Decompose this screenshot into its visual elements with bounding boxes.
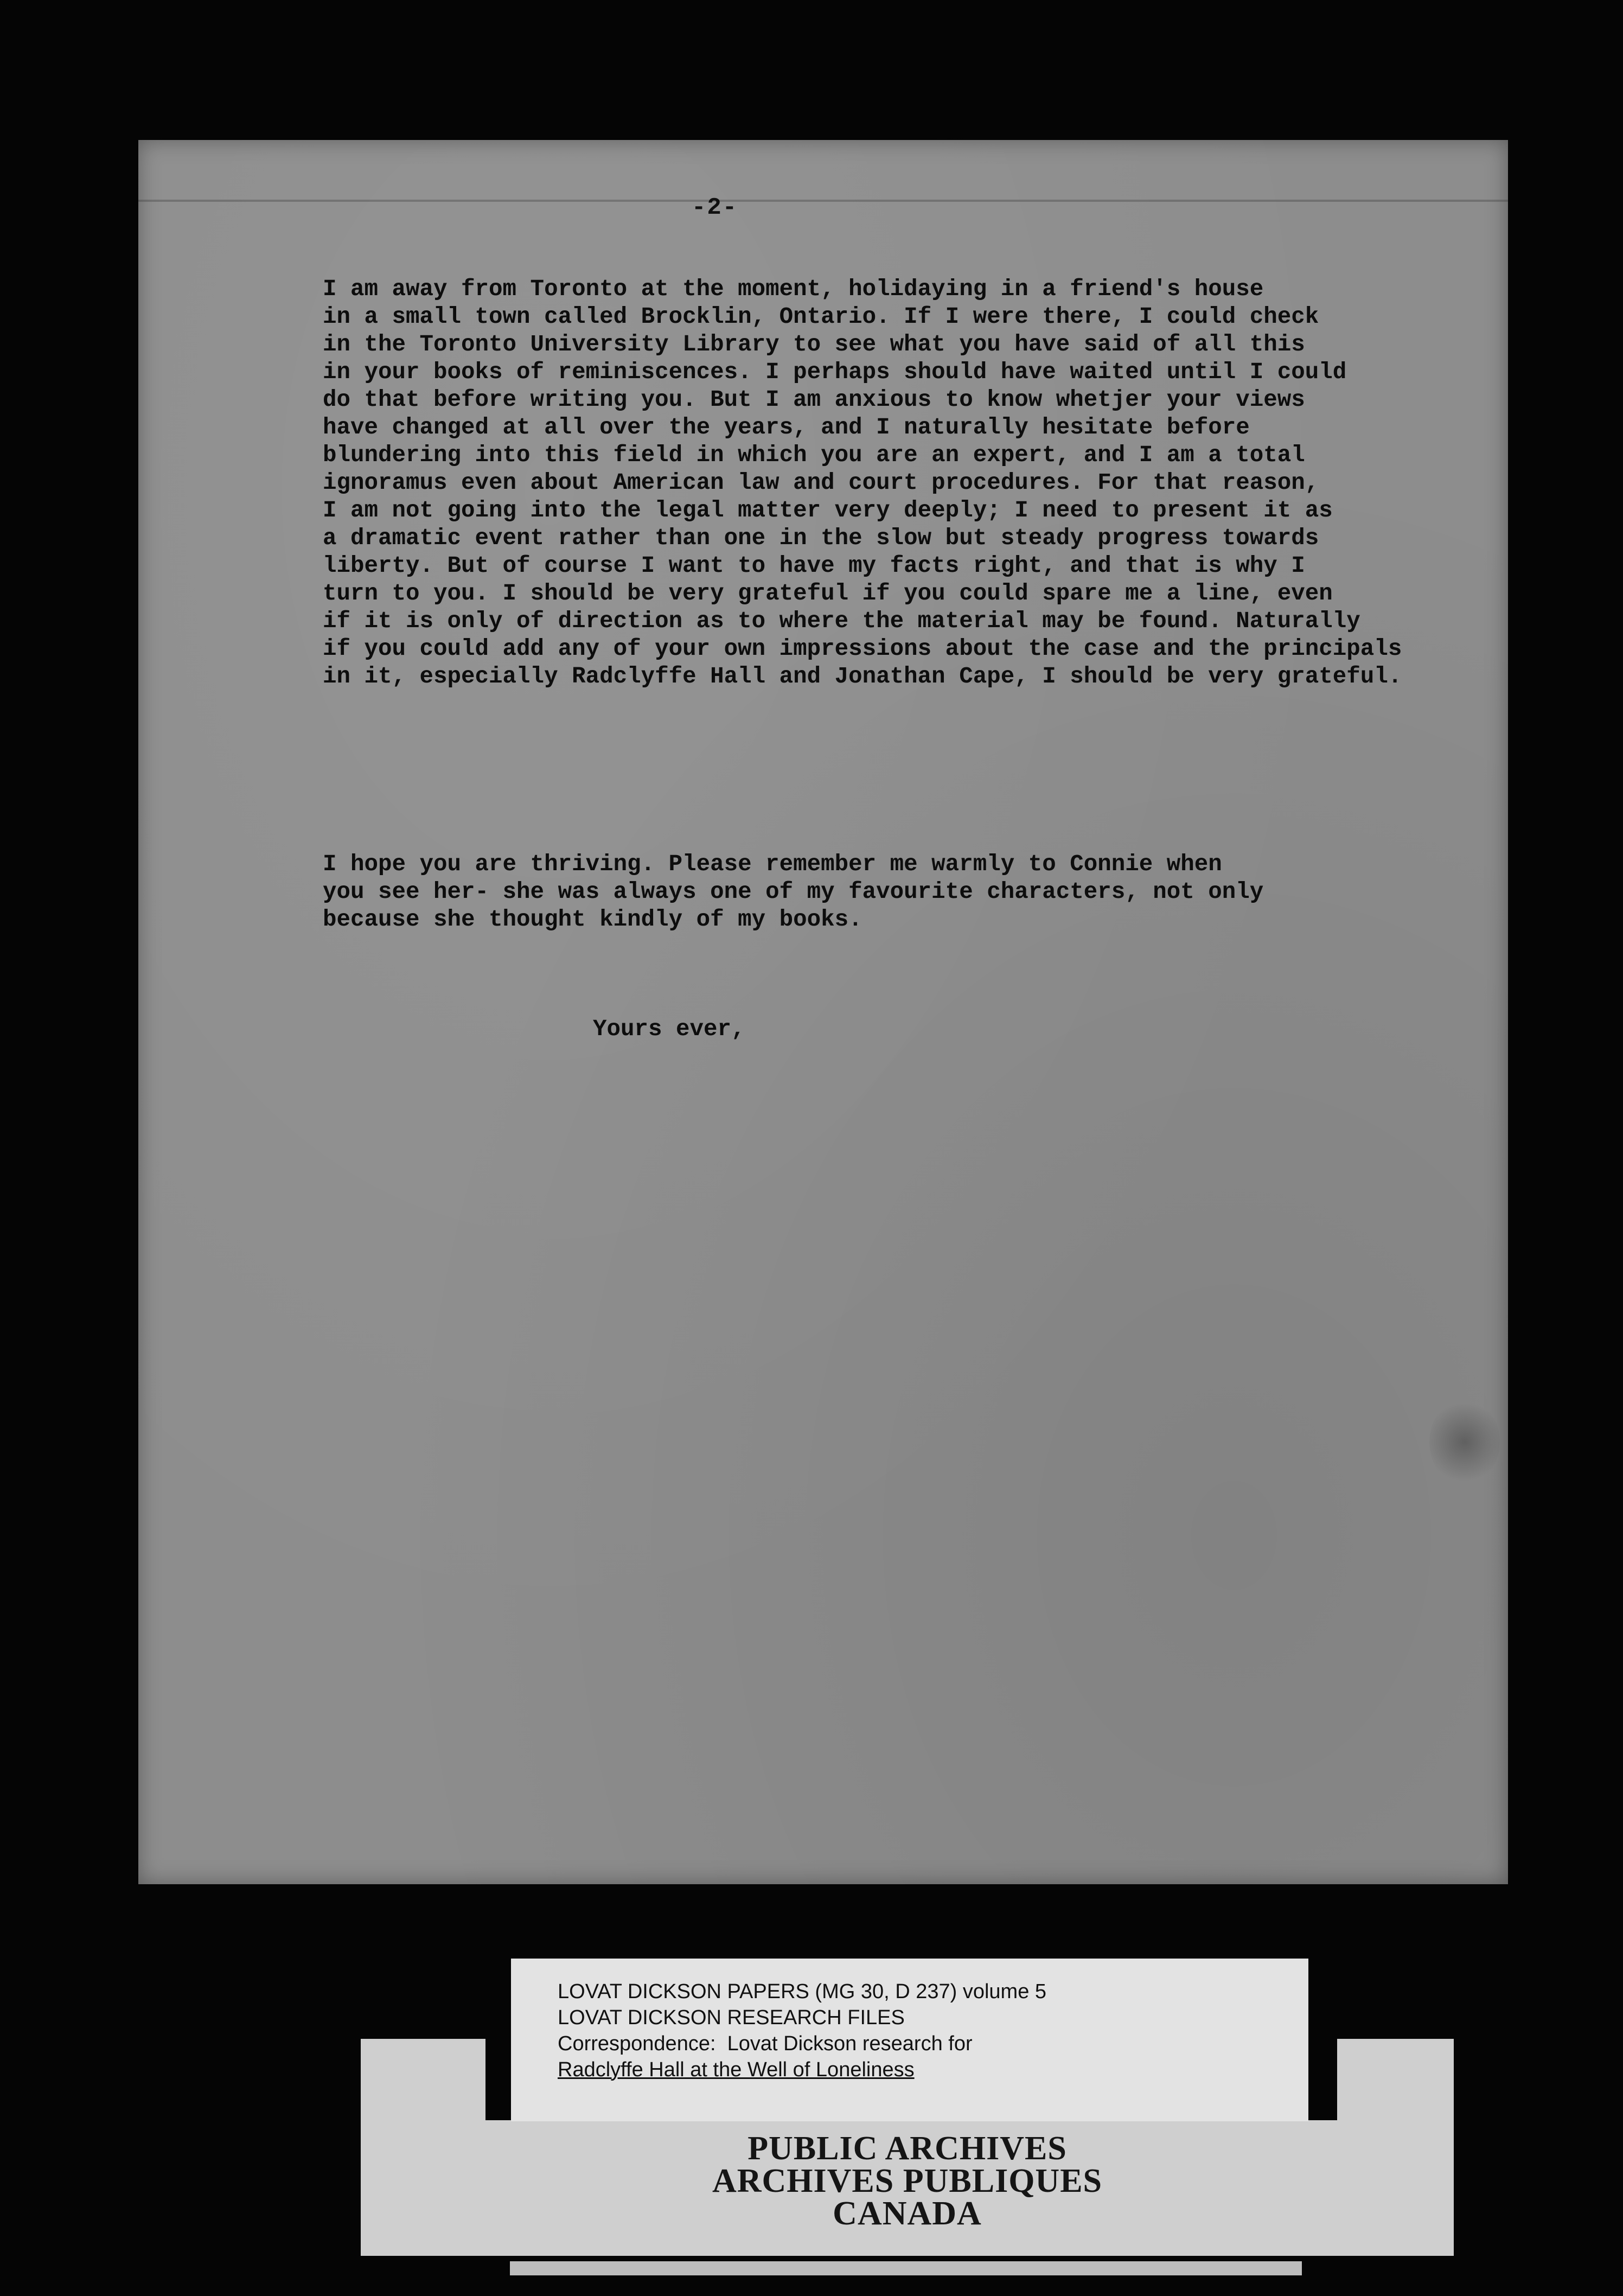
letter-page: [138, 140, 1508, 1884]
letter-paragraph-1: I am away from Toronto at the moment, holidaying in a friend's house in a small town called Brocklin, Ontario. If I were there, I could check in the Toronto University Library to see what you have said of all this in your books of reminiscences. I perhaps should have waited until I could do that before writing you. But I am anxious to know whetjer your views have changed at all over the years, and I naturally hesitate before blundering into this field in which you are an expert, and I am a total ignoramus even about American law and court procedures. For that reason, I am not going into the legal matter very deeply; I need to present it as a dramatic event rather than one in the slow but steady progress towards liberty. But of course I want to have my facts right, and that is why I turn to you. I should be very grateful if you could spare me a line, even if it is only of direction as to where the material may be found. Naturally if you could add any of your own impressions about the case and the principals in it, especially Radclyffe Hall and Jonathan Cape, I should be very grateful.: [323, 276, 1402, 690]
archive-label-file-type: Correspondence: Lovat Dickson research for: [558, 2032, 973, 2055]
stamp-base-strip: [510, 2261, 1302, 2275]
archive-label-file-title: Radclyffe Hall at the Well of Loneliness: [558, 2058, 915, 2081]
archive-label-collection: LOVAT DICKSON PAPERS (MG 30, D 237) volume 5: [558, 1980, 1047, 2003]
archive-stamp: [361, 2132, 1454, 2230]
archive-label-series: LOVAT DICKSON RESEARCH FILES: [558, 2006, 905, 2029]
stamp-line-country: CANADA: [833, 2195, 982, 2232]
letter-paragraph-2: I hope you are thriving. Please remember me warmly to Connie when you see her- she was always one of my favourite characters, not only because she thought kindly of my books.: [323, 851, 1264, 933]
stamp-line-french: ARCHIVES PUBLIQUES: [712, 2163, 1103, 2199]
paper-smudge: [1429, 1399, 1500, 1485]
archive-label-card: [511, 1959, 1308, 2121]
letter-closing: Yours ever,: [593, 1016, 745, 1042]
paper-fold-line: [138, 200, 1508, 202]
stamp-line-english: PUBLIC ARCHIVES: [747, 2130, 1067, 2167]
page-number: -2-: [692, 194, 738, 221]
